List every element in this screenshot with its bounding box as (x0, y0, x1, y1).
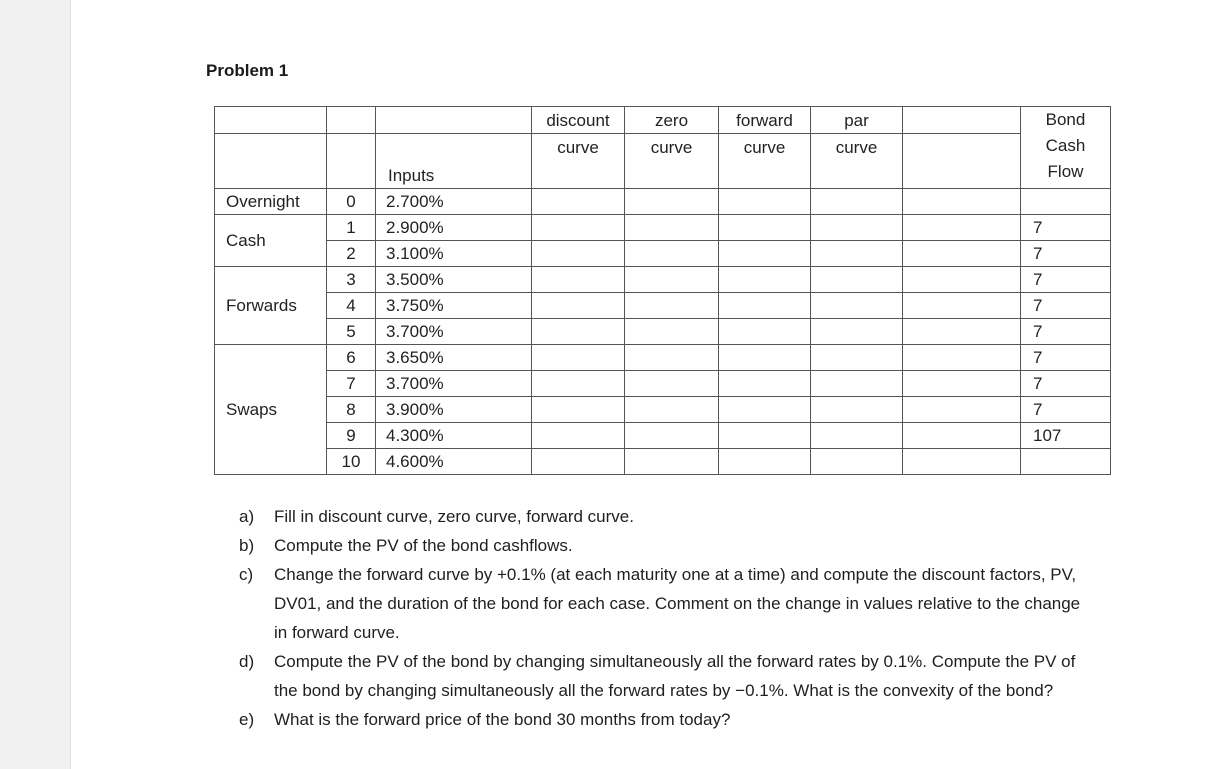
maturity-cell: 1 (327, 215, 376, 241)
problem-heading: Problem 1 (206, 61, 289, 80)
table-row (215, 319, 1111, 345)
cash-flow-cell: 7 (1021, 319, 1111, 345)
maturity-cell: 0 (327, 189, 376, 215)
maturity-cell: 8 (327, 397, 376, 423)
maturity-cell: 9 (327, 423, 376, 449)
cash-flow-cell: 7 (1021, 241, 1111, 267)
input-rate-cell: 4.600% (376, 449, 532, 475)
header-zero: zero (625, 107, 719, 134)
input-rate-cell: 3.650% (376, 345, 532, 371)
cash-flow-cell: 7 (1021, 293, 1111, 319)
cash-flow-cell (1021, 189, 1111, 215)
question-label: e) (239, 710, 255, 729)
cash-flow-cell: 7 (1021, 267, 1111, 293)
header-forward-curve: curve (719, 134, 811, 189)
maturity-cell: 5 (327, 319, 376, 345)
cash-flow-cell: 7 (1021, 215, 1111, 241)
maturity-cell: 10 (327, 449, 376, 475)
category-cash: Cash (215, 215, 327, 267)
category-overnight: Overnight (215, 189, 327, 215)
question-b (239, 531, 1094, 560)
cash-flow-cell (1021, 449, 1111, 475)
question-label: a) (239, 507, 255, 526)
question-text: Fill in discount curve, zero curve, forward curve. (274, 507, 634, 526)
input-rate-cell: 3.700% (376, 371, 532, 397)
header-row-1 (215, 107, 1111, 134)
table-row (215, 241, 1111, 267)
input-rate-cell: 3.700% (376, 319, 532, 345)
table-row (215, 215, 1111, 241)
header-par: par (811, 107, 903, 134)
header-bond-cash-flow: Bond Cash Flow (1021, 107, 1111, 189)
input-rate-cell: 3.750% (376, 293, 532, 319)
input-rate-cell: 2.700% (376, 189, 532, 215)
maturity-cell: 4 (327, 293, 376, 319)
table-row (215, 397, 1111, 423)
cash-flow-cell: 7 (1021, 371, 1111, 397)
question-text: What is the forward price of the bond 30 months from today? (274, 710, 731, 729)
question-d (239, 647, 1094, 705)
header-forward: forward (719, 107, 811, 134)
table-row (215, 423, 1111, 449)
table-row (215, 345, 1111, 371)
maturity-cell: 3 (327, 267, 376, 293)
table-row (215, 189, 1111, 215)
maturity-cell: 2 (327, 241, 376, 267)
header-par-curve: curve (811, 134, 903, 189)
question-a (239, 502, 1094, 531)
cash-flow-cell: 7 (1021, 345, 1111, 371)
header-discount-curve: curve (532, 134, 625, 189)
input-rate-cell: 2.900% (376, 215, 532, 241)
input-rate-cell: 3.900% (376, 397, 532, 423)
question-e (239, 705, 1094, 734)
question-label: d) (239, 652, 255, 671)
input-rate-cell: 3.500% (376, 267, 532, 293)
question-list (239, 502, 1094, 734)
header-inputs: Inputs (376, 134, 532, 189)
cash-flow-cell: 107 (1021, 423, 1111, 449)
header-row-2 (215, 134, 1111, 189)
input-rate-cell: 4.300% (376, 423, 532, 449)
question-label: b) (239, 536, 255, 555)
category-swaps: Swaps (215, 345, 327, 475)
question-text: Compute the PV of the bond by changing simultaneously all the forward rates by 0.1%. Compute the PV of the bond by changing simultaneously all the forward rates by −0.1%. What is the convexity of the bond? (274, 652, 1076, 700)
category-forwards: Forwards (215, 267, 327, 345)
input-rate-cell: 3.100% (376, 241, 532, 267)
rates-table (214, 106, 1111, 475)
table-row (215, 449, 1111, 475)
question-label: c) (239, 565, 254, 584)
question-text: Compute the PV of the bond cashflows. (274, 536, 573, 555)
header-discount: discount (532, 107, 625, 134)
table-row (215, 267, 1111, 293)
cash-flow-cell: 7 (1021, 397, 1111, 423)
question-text: Change the forward curve by +0.1% (at each maturity one at a time) and compute the discount factors, PV, DV01, and the duration of the bond for each case. Comment on the change in values relative to the change in forward curve. (274, 565, 1081, 642)
header-zero-curve: curve (625, 134, 719, 189)
maturity-cell: 6 (327, 345, 376, 371)
table-row (215, 371, 1111, 397)
left-gutter (0, 0, 71, 769)
maturity-cell: 7 (327, 371, 376, 397)
question-c (239, 560, 1094, 647)
table-row (215, 293, 1111, 319)
